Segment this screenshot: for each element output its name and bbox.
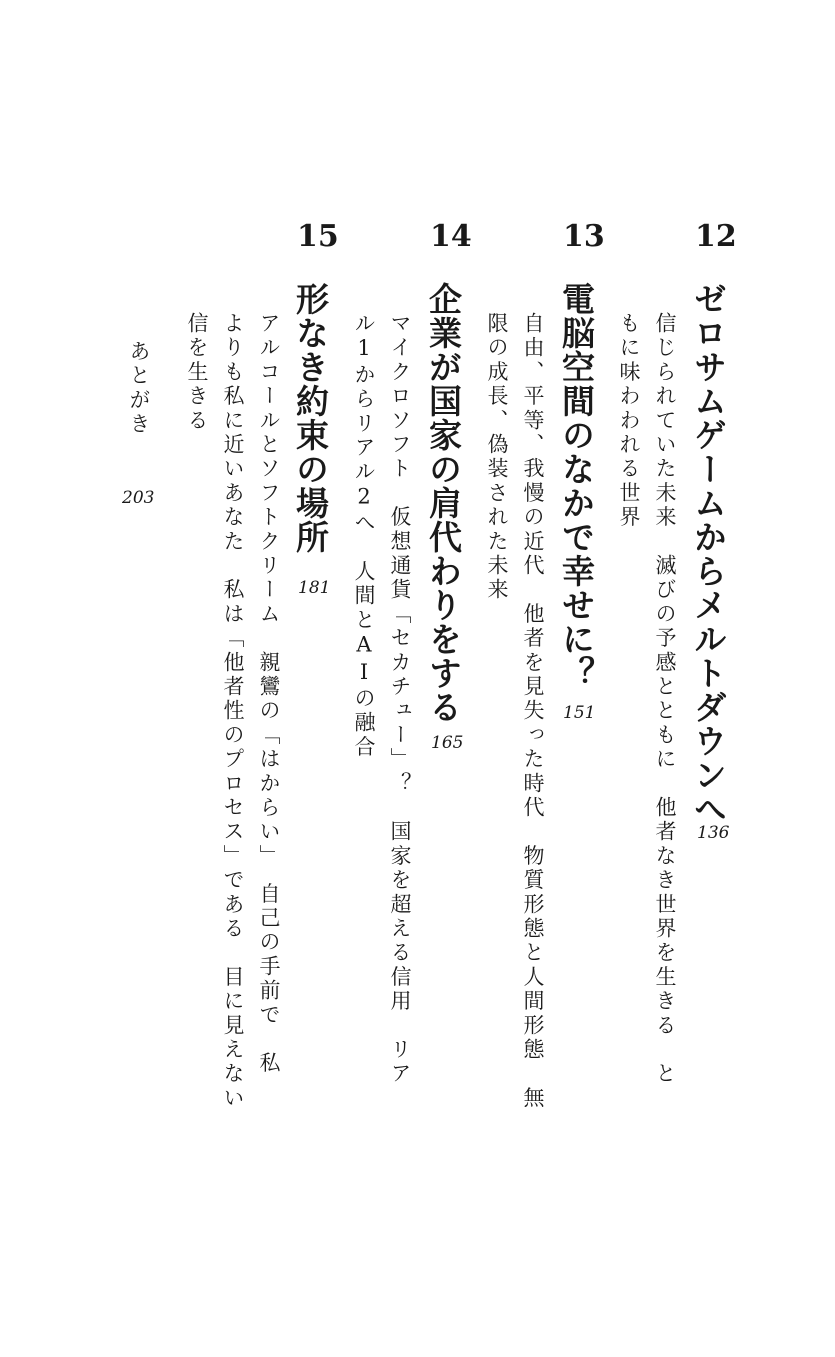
chapter-summary-line: 限の成長、偽装された未来 [485, 312, 509, 603]
chapter-summary-line: アルコールとソフトクリーム 親鸞の「はからい」 自己の手前で 私 [257, 312, 281, 1076]
page-number: 136 [697, 823, 730, 843]
chapter-title: 企業が国家の肩代わりをする [424, 282, 463, 724]
page-number: 151 [563, 703, 596, 723]
chapter-number: 15 [297, 219, 339, 254]
chapter-number: 12 [695, 219, 737, 254]
chapter-number: 14 [430, 219, 472, 254]
chapter-summary-line: 自由、平等、我慢の近代 他者を見失った時代 物質形態と人間形態 無 [521, 312, 545, 1111]
chapter-title: ゼロサムゲームからメルトダウンへ [689, 282, 728, 826]
chapter-summary-line: もに味わわれる世界 [617, 312, 641, 530]
chapter-summary-line: マイクロソフト 仮想通貨「セカチュー」？ 国家を超える信用 リア [388, 312, 412, 1087]
page-number: 165 [431, 733, 464, 753]
page-number: 203 [122, 488, 155, 508]
chapter-summary-line: よりも私に近いあなた 私は「他者性のプロセス」である 目に見えない [221, 312, 245, 1111]
chapter-summary-line: 信じられていた未来 滅びの予感とともに 他者なき世界を生きる と [653, 312, 677, 1087]
chapter-title: 形なき約束の場所 [291, 282, 330, 554]
chapter-number: 13 [563, 219, 605, 254]
chapter-summary-line: 信を生きる [185, 312, 209, 433]
chapter-summary-line: ル1からリアル2へ 人間とAIの融合 [352, 312, 376, 760]
chapter-title: 電脳空間のなかで幸せに？ [557, 282, 596, 690]
page-number: 181 [298, 578, 331, 598]
afterword-title: あとがき [127, 340, 151, 437]
